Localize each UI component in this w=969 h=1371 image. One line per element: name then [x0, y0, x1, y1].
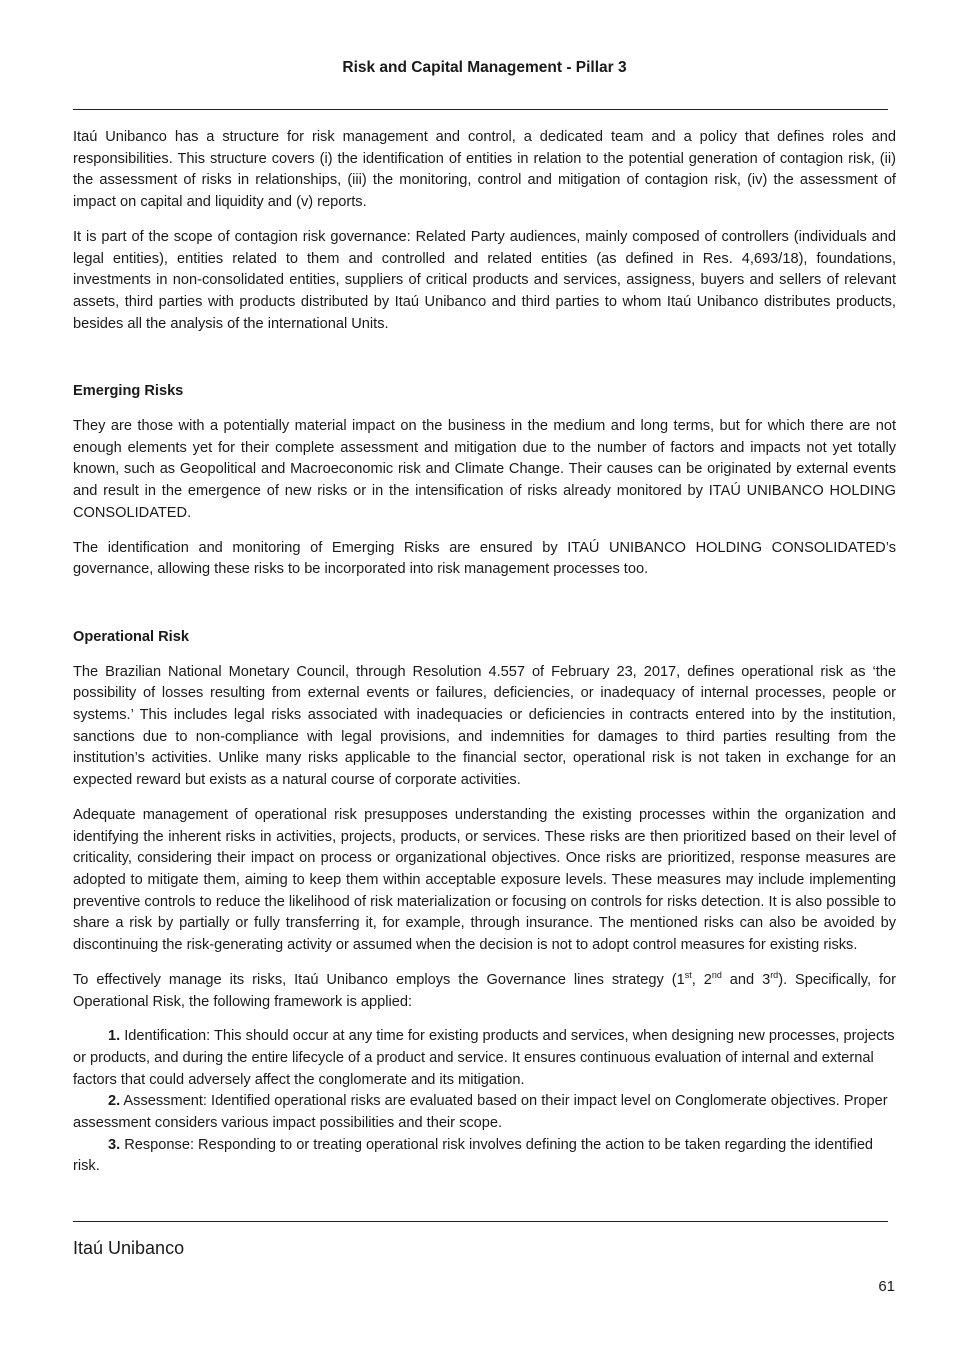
framework-list [73, 1026, 896, 1178]
page-number: 61 [878, 1278, 895, 1295]
emerging-risks-definition-paragraph: They are those with a potentially material impact on the business in the medium and long terms, but for which there are not enough elements yet for their complete assessment and mitigation due to the number of factors and impacts not yet totally known, such as Geopolitical and Macroeconomic risk and Climate Change. Their causes can be originated by external events and result in the emergence of new risks or in the intensification of risks already monitored by ITAÚ UNIBANCO HOLDING CONSOLIDATED. [73, 418, 896, 521]
list-item-text: Identification: This should occur at any time for existing products and services, when designing new processes, projects or products, and during the entire lifecycle of a product and service. It ensures continuous evaluation of internal and external factors that could adversely affect the conglomerate and its mitigation. [73, 1028, 895, 1088]
list-number: 3. [108, 1136, 121, 1153]
document-body [73, 127, 896, 1178]
operational-risk-definition-paragraph: The Brazilian National Monetary Council, through Resolution 4.557 of February 23, 2017, defines operational risk as ‘the possibility of losses resulting from external events or failures, deficiencies, or inadequacy of internal processes, people or systems.’ This includes legal risks associated with inadequacies or deficiencies in contracts entered into by the institution, sanctions due to non-compliance with legal provisions, and indemnities for damages to third parties resulting from the institution’s activities. Unlike many risks applicable to the financial sector, operational risk is not taken in exchange for an expected reward but exists as a natural course of corporate activities. [73, 663, 896, 789]
emerging-risks-heading: Emerging Risks [73, 383, 184, 400]
page-header-title: Risk and Capital Management - Pillar 3 [342, 59, 627, 76]
operational-risk-heading: Operational Risk [73, 628, 189, 645]
list-number: 1. [108, 1028, 121, 1045]
emerging-risks-governance-paragraph: The identification and monitoring of Emerging Risks are ensured by ITAÚ UNIBANCO HOLDING CONSOLIDATED’s governance, allowing these risks to be incorporated into risk management processes too. [73, 539, 896, 578]
header-divider [73, 109, 888, 110]
contagion-scope-paragraph: It is part of the scope of contagion risk governance: Related Party audiences, mainly composed of controllers (individuals and legal entities), entities related to them and controlled and related entities (as defined in Res. 4,693/18), foundations, investments in non-consolidated entities, suppliers of critical products and services, assigness, buyers and sellers of relevant assets, third parties with products distributed by Itaú Unibanco and third parties to whom Itaú Unibanco distributes products, besides all the analysis of the international Units. [73, 228, 896, 332]
governance-lines-paragraph: To effectively manage its risks, Itaú Unibanco employs the Governance lines strategy (1st, 2nd and 3rd). Specifically, for Operational Risk, the following framework is applied: [73, 969, 896, 1010]
framework-item-response [73, 1135, 896, 1178]
framework-item-assessment [73, 1091, 896, 1134]
list-item-text: Assessment: Identified operational risks are evaluated based on their impact level on Conglomerate objectives. Proper assessment considers various impact possibilities and their scope. [73, 1093, 888, 1132]
framework-item-identification [73, 1026, 896, 1091]
operational-risk-management-paragraph: Adequate management of operational risk presupposes understanding the existing processes within the organization and identifying the inherent risks in activities, projects, products, or services. These risks are then prioritized based on their level of criticality, considering their impact on process or organizational objectives. Once risks are prioritized, response measures are adopted to mitigate them, aiming to keep them within acceptable exposure levels. These measures may include implementing preventive controls to reduce the likelihood of risk materialization or focusing on controls for risks detection. It is also possible to share a risk by partially or fully transferring it, for example, through insurance. The mentioned risks can also be avoided by discontinuing the risk-generating activity or assumed when the decision is not to adopt control measures for existing risks. [73, 806, 896, 954]
contagion-intro-paragraph: Itaú Unibanco has a structure for risk management and control, a dedicated team and a policy that defines roles and responsibilities. This structure covers (i) the identification of entities in relation to the potential generation of contagion risk, (ii) the assessment of risks in relationships, (iii) the monitoring, control and mitigation of contagion risk, (iv) the assessment of impact on capital and liquidity and (v) reports. [73, 129, 896, 211]
list-number: 2. [108, 1093, 121, 1110]
section-spacer [73, 348, 896, 381]
list-item-text: Response: Responding to or treating operational risk involves defining the action to be taken regarding the identified risk. [73, 1136, 874, 1175]
footer-company-name: Itaú Unibanco [73, 1238, 185, 1258]
section-spacer [73, 594, 896, 627]
footer-divider [73, 1221, 888, 1222]
